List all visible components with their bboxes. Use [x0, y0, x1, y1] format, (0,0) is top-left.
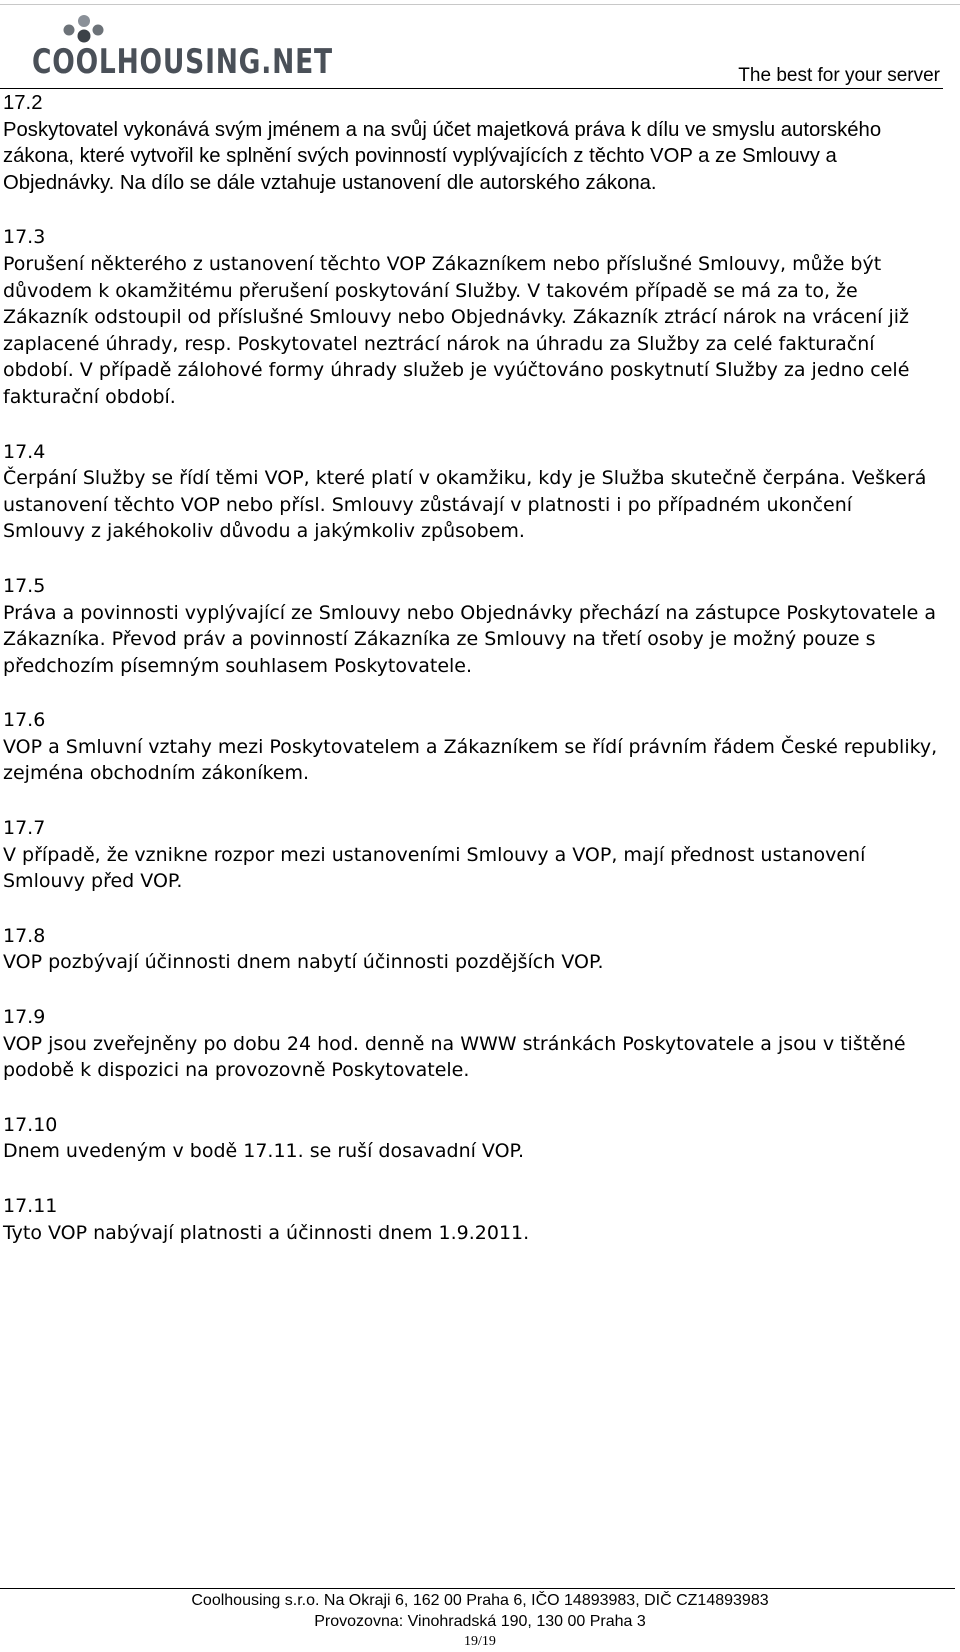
section-text: VOP jsou zveřejněny po dobu 24 hod. denně na WWW stránkách Poskytovatele a jsou v tištěné podobě k dispozici na provozovně Poskytovatele. — [3, 1032, 906, 1082]
footer-rule — [0, 1588, 955, 1589]
document-body — [3, 90, 938, 1274]
section-17-5 — [3, 573, 938, 679]
page-footer — [0, 1590, 960, 1651]
section-text: Dnem uvedeným v bodě 17.11. se ruší dosavadní VOP. — [3, 1140, 525, 1163]
section-17-3 — [3, 224, 938, 410]
section-number: 17.6 — [3, 709, 46, 732]
footer-office: Provozovna: Vinohradská 190, 130 00 Praha 3 — [314, 1613, 646, 1630]
section-number: 17.5 — [3, 574, 46, 597]
logo-wordmark: COOLHOUSING.NET — [32, 42, 333, 82]
section-number: 17.4 — [3, 440, 46, 463]
section-text: VOP a Smluvní vztahy mezi Poskytovatelem a Zákazníkem se řídí právním řádem České republiky, zejména obchodním zákoníkem. — [3, 735, 938, 785]
section-text: Práva a povinnosti vyplývající ze Smlouvy nebo Objednávky přechází na zástupce Poskytovatele a Zákazníka. Převod práv a povinností Zákazníka ze Smlouvy na třetí osoby je možný pouze s předchozím písemným souhlasem Poskytovatele. — [3, 601, 936, 677]
section-17-7 — [3, 815, 938, 895]
footer-company: Coolhousing s.r.o. Na Okraji 6, 162 00 Praha 6, IČO 14893983, DIČ CZ14893983 — [191, 1592, 769, 1609]
header-tagline: The best for your server — [738, 65, 940, 86]
page-number: 19/19 — [464, 1634, 496, 1649]
section-number: 17.9 — [3, 1006, 46, 1029]
section-17-2 — [3, 90, 938, 196]
section-text: Poskytovatel vykonává svým jménem a na svůj účet majetková práva k dílu ve smyslu autorského zákona, které vytvořil ke splnění svých povinností vyplývajících z těchto VOP a ze Smlouvy a Objednávky. Na dílo se dále vztahuje ustanovení dle autorského zákona. — [3, 118, 882, 194]
section-17-11 — [3, 1193, 938, 1246]
section-17-8 — [3, 923, 938, 976]
section-17-4 — [3, 439, 938, 545]
section-number: 17.10 — [3, 1113, 58, 1136]
section-text: Porušení některého z ustanovení těchto VOP Zákazníkem nebo příslušné Smlouvy, může být důvodem k okamžitému přerušení poskytování Služby. V takovém případě se má za to, že Zákazník odstoupil od příslušné Smlouvy nebo Objednávky. Zákazník ztrácí nárok na vrácení již zaplacené úhrady, resp. Poskytovatel neztrácí nárok na úhradu za Služby za celé fakturační období. V případě zálohové formy úhrady služeb je vyúčtováno poskytnutí Služby za jedno celé fakturační období. — [3, 252, 910, 408]
section-text: V případě, že vznikne rozpor mezi ustanoveními Smlouvy a VOP, mají přednost ustanovení Smlouvy před VOP. — [3, 843, 866, 893]
header-rule — [0, 88, 943, 89]
coolhousing-logo — [32, 14, 333, 82]
section-17-9 — [3, 1004, 938, 1084]
section-text: Čerpání Služby se řídí těmi VOP, které platí v okamžiku, kdy je Služba skutečně čerpána. Veškerá ustanovení těchto VOP nebo přísl. Smlouvy zůstávají v platnosti i po případném ukončení Smlouvy z jakéhokoliv důvodu a jakýmkoliv způsobem. — [3, 467, 927, 543]
section-number: 17.8 — [3, 924, 46, 947]
top-rule — [0, 4, 960, 5]
section-number: 17.11 — [3, 1195, 58, 1217]
section-number: 17.3 — [3, 226, 46, 249]
section-number: 17.7 — [3, 817, 46, 840]
section-text: VOP pozbývají účinnosti dnem nabytí účinnosti pozdějších VOP. — [3, 951, 604, 974]
section-17-10 — [3, 1112, 938, 1165]
section-17-6 — [3, 707, 938, 787]
section-number: 17.2 — [3, 92, 43, 114]
section-text: Tyto VOP nabývají platnosti a účinnosti dnem 1.9.2011. — [3, 1221, 530, 1244]
